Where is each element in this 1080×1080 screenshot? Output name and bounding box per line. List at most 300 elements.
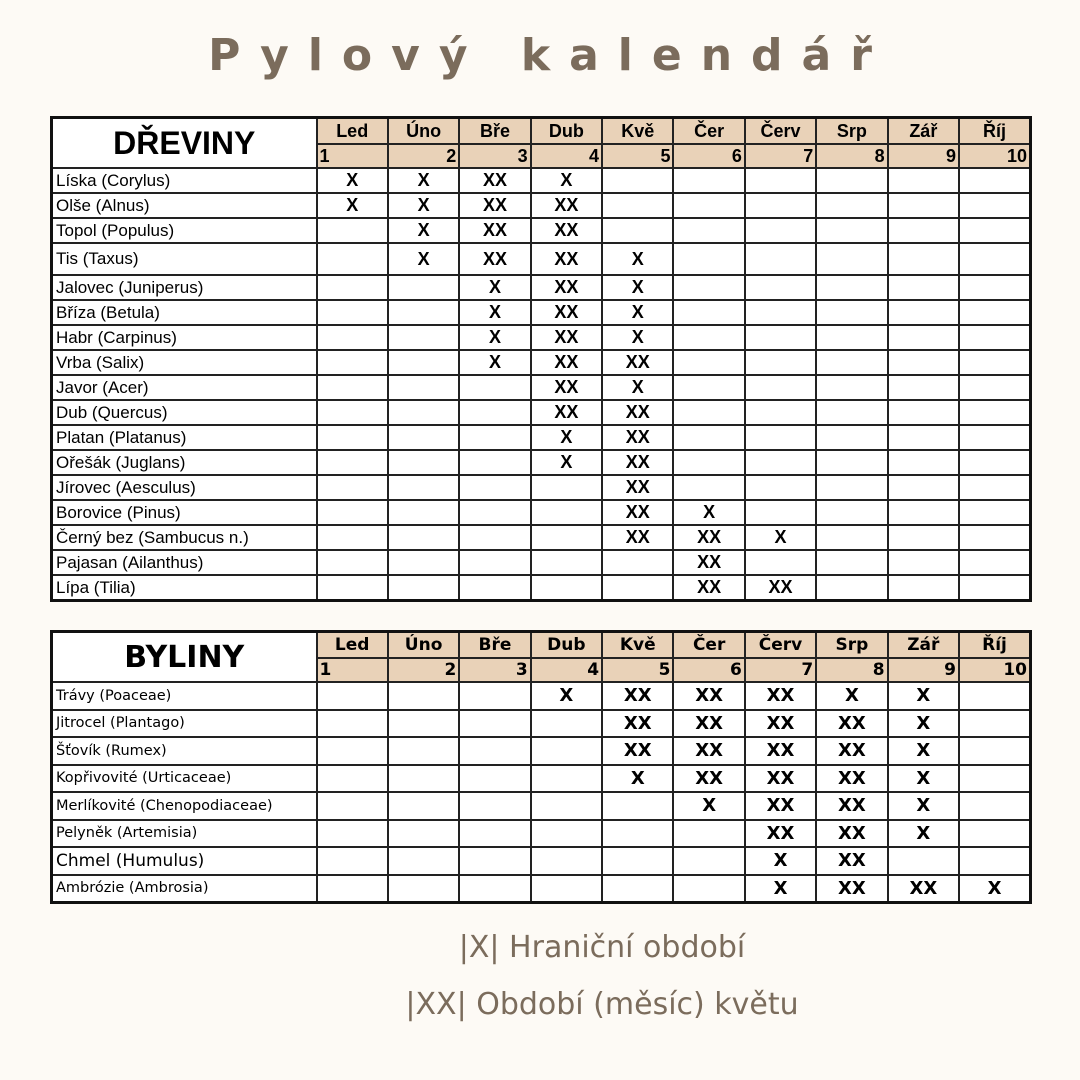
section-heading-dreviny: DŘEVINY — [52, 118, 317, 169]
pollen-mark-cell — [459, 400, 530, 425]
pollen-mark-cell: XX — [459, 168, 530, 193]
pollen-mark-cell — [317, 875, 388, 903]
month-header: Led — [317, 632, 388, 659]
plant-name: Merlíkovité (Chenopodiaceae) — [52, 792, 317, 820]
pollen-mark-cell: XX — [673, 575, 744, 601]
table-row — [52, 350, 1031, 375]
pollen-mark-cell — [388, 475, 459, 500]
pollen-mark-cell — [745, 425, 816, 450]
pollen-mark-cell: XX — [531, 275, 602, 300]
pollen-mark-cell — [745, 325, 816, 350]
pollen-mark-cell — [816, 300, 887, 325]
table-row — [52, 475, 1031, 500]
plant-name: Kopřivovité (Urticaceae) — [52, 765, 317, 793]
pollen-mark-cell — [888, 275, 959, 300]
pollen-mark-cell: XX — [816, 765, 887, 793]
table-row — [52, 682, 1031, 710]
pollen-mark-cell: XX — [531, 325, 602, 350]
pollen-mark-cell — [959, 400, 1030, 425]
month-number: 1 — [317, 144, 388, 168]
pollen-mark-cell — [531, 475, 602, 500]
pollen-mark-cell — [745, 218, 816, 243]
pollen-mark-cell — [317, 792, 388, 820]
pollen-mark-cell — [673, 450, 744, 475]
pollen-mark-cell — [959, 682, 1030, 710]
pollen-mark-cell: XX — [531, 243, 602, 275]
pollen-mark-cell — [745, 243, 816, 275]
pollen-mark-cell — [459, 450, 530, 475]
pollen-mark-cell — [816, 193, 887, 218]
pollen-mark-cell — [959, 425, 1030, 450]
pollen-mark-cell — [388, 550, 459, 575]
pollen-mark-cell — [531, 500, 602, 525]
pollen-mark-cell — [459, 500, 530, 525]
pollen-mark-cell: XX — [602, 500, 673, 525]
pollen-mark-cell — [459, 765, 530, 793]
month-header: Říj — [959, 118, 1030, 145]
pollen-mark-cell — [602, 575, 673, 601]
pollen-mark-cell: X — [959, 875, 1030, 903]
table-row — [52, 168, 1031, 193]
pollen-mark-cell: XX — [673, 765, 744, 793]
pollen-mark-cell: X — [888, 820, 959, 848]
pollen-mark-cell — [317, 450, 388, 475]
pollen-mark-cell: XX — [745, 682, 816, 710]
pollen-mark-cell: XX — [673, 525, 744, 550]
month-header: Kvě — [602, 118, 673, 145]
pollen-mark-cell: XX — [602, 475, 673, 500]
table-row — [52, 450, 1031, 475]
pollen-mark-cell — [745, 400, 816, 425]
pollen-mark-cell: XX — [531, 400, 602, 425]
pollen-mark-cell — [388, 875, 459, 903]
pollen-mark-cell — [816, 168, 887, 193]
pollen-mark-cell — [602, 847, 673, 875]
pollen-mark-cell: XX — [673, 682, 744, 710]
dreviny-table — [50, 116, 1032, 602]
month-header: Úno — [388, 632, 459, 659]
pollen-mark-cell — [673, 168, 744, 193]
month-header: Dub — [531, 118, 602, 145]
pollen-mark-cell — [888, 300, 959, 325]
pollen-mark-cell: XX — [816, 820, 887, 848]
pollen-mark-cell — [317, 375, 388, 400]
table-row — [52, 300, 1031, 325]
pollen-mark-cell — [388, 737, 459, 765]
pollen-mark-cell — [459, 875, 530, 903]
pollen-mark-cell — [459, 820, 530, 848]
pollen-mark-cell — [602, 792, 673, 820]
pollen-mark-cell: X — [888, 792, 959, 820]
dreviny-rows — [52, 168, 1031, 601]
pollen-mark-cell — [459, 525, 530, 550]
pollen-mark-cell: X — [602, 243, 673, 275]
plant-name: Tis (Taxus) — [52, 243, 317, 275]
month-header: Dub — [531, 632, 602, 659]
pollen-mark-cell — [673, 875, 744, 903]
pollen-mark-cell — [888, 550, 959, 575]
pollen-mark-cell — [888, 218, 959, 243]
pollen-mark-cell: XX — [673, 710, 744, 738]
pollen-mark-cell — [459, 475, 530, 500]
pollen-mark-cell — [673, 425, 744, 450]
pollen-mark-cell — [531, 575, 602, 601]
pollen-mark-cell: XX — [602, 525, 673, 550]
pollen-mark-cell — [388, 325, 459, 350]
pollen-mark-cell — [745, 475, 816, 500]
table-row — [52, 792, 1031, 820]
plant-name: Šťovík (Rumex) — [52, 737, 317, 765]
pollen-mark-cell — [959, 193, 1030, 218]
pollen-mark-cell — [317, 500, 388, 525]
month-number: 8 — [816, 144, 887, 168]
pollen-mark-cell — [317, 475, 388, 500]
pollen-mark-cell — [388, 500, 459, 525]
pollen-mark-cell — [673, 375, 744, 400]
pollen-mark-cell — [816, 400, 887, 425]
pollen-mark-cell — [888, 500, 959, 525]
pollen-mark-cell — [959, 300, 1030, 325]
pollen-mark-cell — [317, 243, 388, 275]
plant-name: Jitrocel (Plantago) — [52, 710, 317, 738]
pollen-mark-cell: XX — [816, 792, 887, 820]
pollen-mark-cell — [317, 325, 388, 350]
plant-name: Pelyněk (Artemisia) — [52, 820, 317, 848]
pollen-mark-cell — [816, 350, 887, 375]
pollen-mark-cell — [459, 792, 530, 820]
table-row — [52, 875, 1031, 903]
byliny-rows — [52, 682, 1031, 903]
pollen-mark-cell: X — [602, 300, 673, 325]
pollen-mark-cell: X — [602, 275, 673, 300]
pollen-mark-cell: XX — [816, 710, 887, 738]
pollen-mark-cell — [388, 682, 459, 710]
table-row — [52, 193, 1031, 218]
pollen-mark-cell — [888, 168, 959, 193]
pollen-mark-cell: X — [317, 193, 388, 218]
pollen-mark-cell — [673, 193, 744, 218]
pollen-mark-cell — [959, 765, 1030, 793]
pollen-mark-cell: X — [602, 375, 673, 400]
plant-name: Borovice (Pinus) — [52, 500, 317, 525]
pollen-mark-cell: XX — [673, 550, 744, 575]
pollen-mark-cell — [673, 820, 744, 848]
pollen-mark-cell — [317, 350, 388, 375]
pollen-mark-cell: XX — [745, 737, 816, 765]
plant-name: Ořešák (Juglans) — [52, 450, 317, 475]
pollen-mark-cell — [673, 400, 744, 425]
plant-name: Černý bez (Sambucus n.) — [52, 525, 317, 550]
month-header: Led — [317, 118, 388, 145]
pollen-mark-cell — [959, 218, 1030, 243]
pollen-mark-cell — [959, 475, 1030, 500]
pollen-mark-cell — [531, 792, 602, 820]
pollen-mark-cell — [602, 820, 673, 848]
legend-xx: |XX| Období (měsíc) květu — [405, 987, 799, 1022]
pollen-mark-cell — [317, 300, 388, 325]
pollen-mark-cell: X — [602, 765, 673, 793]
pollen-mark-cell: X — [317, 168, 388, 193]
pollen-mark-cell — [745, 550, 816, 575]
month-header: Zář — [888, 632, 959, 659]
pollen-mark-cell — [745, 350, 816, 375]
month-header: Zář — [888, 118, 959, 145]
pollen-mark-cell — [602, 875, 673, 903]
pollen-mark-cell: X — [673, 792, 744, 820]
pollen-mark-cell — [959, 168, 1030, 193]
pollen-mark-cell — [816, 325, 887, 350]
pollen-mark-cell — [388, 575, 459, 601]
pollen-mark-cell: X — [388, 243, 459, 275]
plant-name: Dub (Quercus) — [52, 400, 317, 425]
pollen-mark-cell — [317, 737, 388, 765]
pollen-mark-cell — [459, 737, 530, 765]
pollen-mark-cell — [673, 847, 744, 875]
pollen-mark-cell: XX — [531, 193, 602, 218]
pollen-mark-cell — [959, 792, 1030, 820]
pollen-mark-cell — [673, 275, 744, 300]
pollen-mark-cell — [388, 350, 459, 375]
pollen-mark-cell: X — [888, 737, 959, 765]
month-number: 6 — [673, 658, 744, 682]
pollen-mark-cell — [459, 550, 530, 575]
pollen-mark-cell — [959, 500, 1030, 525]
pollen-mark-cell — [745, 450, 816, 475]
pollen-mark-cell — [602, 550, 673, 575]
month-header: Úno — [388, 118, 459, 145]
pollen-mark-cell: XX — [602, 425, 673, 450]
table-row — [52, 325, 1031, 350]
pollen-mark-cell — [317, 575, 388, 601]
pollen-mark-cell — [602, 218, 673, 243]
pollen-mark-cell — [317, 218, 388, 243]
pollen-mark-cell — [531, 737, 602, 765]
pollen-mark-cell: X — [388, 193, 459, 218]
month-name-row — [52, 632, 1031, 659]
pollen-mark-cell — [317, 525, 388, 550]
month-header: Říj — [959, 632, 1030, 659]
pollen-mark-cell: XX — [745, 575, 816, 601]
month-header: Čer — [673, 118, 744, 145]
pollen-mark-cell: XX — [816, 847, 887, 875]
pollen-mark-cell — [816, 550, 887, 575]
table-row — [52, 847, 1031, 875]
pollen-mark-cell: XX — [531, 375, 602, 400]
month-number: 4 — [531, 658, 602, 682]
pollen-mark-cell: XX — [602, 450, 673, 475]
pollen-mark-cell — [959, 737, 1030, 765]
table-row — [52, 710, 1031, 738]
pollen-mark-cell: X — [459, 350, 530, 375]
pollen-mark-cell — [388, 425, 459, 450]
month-number: 2 — [388, 144, 459, 168]
pollen-mark-cell — [459, 375, 530, 400]
pollen-mark-cell — [816, 275, 887, 300]
pollen-mark-cell — [388, 275, 459, 300]
pollen-mark-cell — [888, 193, 959, 218]
pollen-mark-cell — [745, 193, 816, 218]
pollen-mark-cell — [673, 475, 744, 500]
pollen-mark-cell — [388, 792, 459, 820]
pollen-mark-cell — [531, 710, 602, 738]
pollen-mark-cell — [959, 710, 1030, 738]
pollen-mark-cell — [745, 168, 816, 193]
pollen-mark-cell — [317, 820, 388, 848]
pollen-mark-cell — [816, 575, 887, 601]
pollen-mark-cell — [959, 243, 1030, 275]
pollen-mark-cell: X — [531, 450, 602, 475]
pollen-mark-cell — [959, 350, 1030, 375]
table-row — [52, 275, 1031, 300]
plant-name: Jalovec (Juniperus) — [52, 275, 317, 300]
pollen-mark-cell — [888, 375, 959, 400]
pollen-mark-cell: XX — [459, 243, 530, 275]
pollen-mark-cell — [459, 575, 530, 601]
pollen-mark-cell: XX — [816, 875, 887, 903]
month-header: Kvě — [602, 632, 673, 659]
pollen-mark-cell — [388, 525, 459, 550]
pollen-mark-cell — [388, 375, 459, 400]
pollen-mark-cell — [816, 243, 887, 275]
pollen-mark-cell: XX — [459, 193, 530, 218]
pollen-mark-cell: X — [531, 168, 602, 193]
pollen-mark-cell: X — [459, 325, 530, 350]
month-number: 8 — [816, 658, 887, 682]
pollen-mark-cell — [531, 847, 602, 875]
table-row — [52, 375, 1031, 400]
pollen-mark-cell — [888, 575, 959, 601]
pollen-mark-cell — [959, 375, 1030, 400]
pollen-mark-cell: XX — [602, 350, 673, 375]
table-row — [52, 737, 1031, 765]
pollen-mark-cell: X — [673, 500, 744, 525]
table-row — [52, 575, 1031, 601]
month-header: Srp — [816, 118, 887, 145]
pollen-mark-cell: X — [745, 875, 816, 903]
month-number: 10 — [959, 658, 1030, 682]
pollen-mark-cell — [459, 847, 530, 875]
month-number: 7 — [745, 144, 816, 168]
pollen-mark-cell — [317, 682, 388, 710]
table-row — [52, 500, 1031, 525]
plant-name: Ambrózie (Ambrosia) — [52, 875, 317, 903]
pollen-mark-cell — [888, 425, 959, 450]
pollen-mark-cell — [959, 525, 1030, 550]
pollen-mark-cell — [745, 375, 816, 400]
table-row — [52, 820, 1031, 848]
pollen-mark-cell: X — [888, 710, 959, 738]
pollen-mark-cell: XX — [602, 710, 673, 738]
pollen-mark-cell — [317, 847, 388, 875]
month-number: 1 — [317, 658, 388, 682]
pollen-mark-cell — [888, 450, 959, 475]
pollen-mark-cell — [816, 525, 887, 550]
pollen-mark-cell: X — [602, 325, 673, 350]
pollen-mark-cell — [888, 350, 959, 375]
pollen-mark-cell — [673, 325, 744, 350]
pollen-mark-cell: X — [888, 682, 959, 710]
month-number: 3 — [459, 144, 530, 168]
pollen-mark-cell — [959, 575, 1030, 601]
pollen-mark-cell — [673, 243, 744, 275]
month-number: 2 — [388, 658, 459, 682]
pollen-mark-cell — [388, 820, 459, 848]
pollen-mark-cell: XX — [531, 300, 602, 325]
pollen-mark-cell — [388, 847, 459, 875]
pollen-mark-cell — [388, 450, 459, 475]
month-header: Červ — [745, 632, 816, 659]
pollen-mark-cell — [816, 375, 887, 400]
pollen-mark-cell — [602, 168, 673, 193]
pollen-mark-cell — [531, 550, 602, 575]
month-header: Červ — [745, 118, 816, 145]
table-row — [52, 218, 1031, 243]
pollen-mark-cell — [959, 325, 1030, 350]
pollen-mark-cell — [673, 218, 744, 243]
pollen-mark-cell — [673, 350, 744, 375]
plant-name: Lípa (Tilia) — [52, 575, 317, 601]
pollen-mark-cell — [459, 425, 530, 450]
pollen-mark-cell — [388, 400, 459, 425]
month-number: 9 — [888, 144, 959, 168]
pollen-mark-cell: XX — [673, 737, 744, 765]
pollen-mark-cell — [959, 450, 1030, 475]
pollen-mark-cell — [816, 500, 887, 525]
pollen-mark-cell: X — [388, 218, 459, 243]
pollen-mark-cell — [888, 325, 959, 350]
pollen-mark-cell — [388, 300, 459, 325]
pollen-mark-cell: XX — [459, 218, 530, 243]
pollen-mark-cell — [459, 710, 530, 738]
pollen-mark-cell — [888, 243, 959, 275]
pollen-mark-cell: XX — [745, 710, 816, 738]
pollen-mark-cell: XX — [745, 792, 816, 820]
month-number: 9 — [888, 658, 959, 682]
month-number: 5 — [602, 658, 673, 682]
pollen-mark-cell — [531, 875, 602, 903]
pollen-mark-cell: XX — [745, 820, 816, 848]
pollen-mark-cell: XX — [602, 682, 673, 710]
pollen-mark-cell — [959, 275, 1030, 300]
pollen-mark-cell: X — [459, 300, 530, 325]
plant-name: Trávy (Poaceae) — [52, 682, 317, 710]
pollen-mark-cell: XX — [745, 765, 816, 793]
plant-name: Bříza (Betula) — [52, 300, 317, 325]
pollen-mark-cell — [888, 847, 959, 875]
pollen-mark-cell — [317, 425, 388, 450]
pollen-mark-cell — [388, 765, 459, 793]
plant-name: Topol (Populus) — [52, 218, 317, 243]
month-header: Srp — [816, 632, 887, 659]
table-row — [52, 243, 1031, 275]
pollen-mark-cell: XX — [602, 400, 673, 425]
page-title: Pylový kalendář — [208, 30, 891, 81]
month-number: 5 — [602, 144, 673, 168]
pollen-mark-cell: X — [388, 168, 459, 193]
pollen-mark-cell — [888, 400, 959, 425]
pollen-mark-cell — [959, 847, 1030, 875]
pollen-mark-cell: XX — [531, 218, 602, 243]
table-row — [52, 525, 1031, 550]
pollen-mark-cell: X — [816, 682, 887, 710]
plant-name: Jírovec (Aesculus) — [52, 475, 317, 500]
pollen-mark-cell: XX — [816, 737, 887, 765]
month-number: 7 — [745, 658, 816, 682]
pollen-mark-cell: XX — [888, 875, 959, 903]
pollen-mark-cell — [317, 400, 388, 425]
pollen-mark-cell — [816, 218, 887, 243]
pollen-mark-cell — [317, 765, 388, 793]
